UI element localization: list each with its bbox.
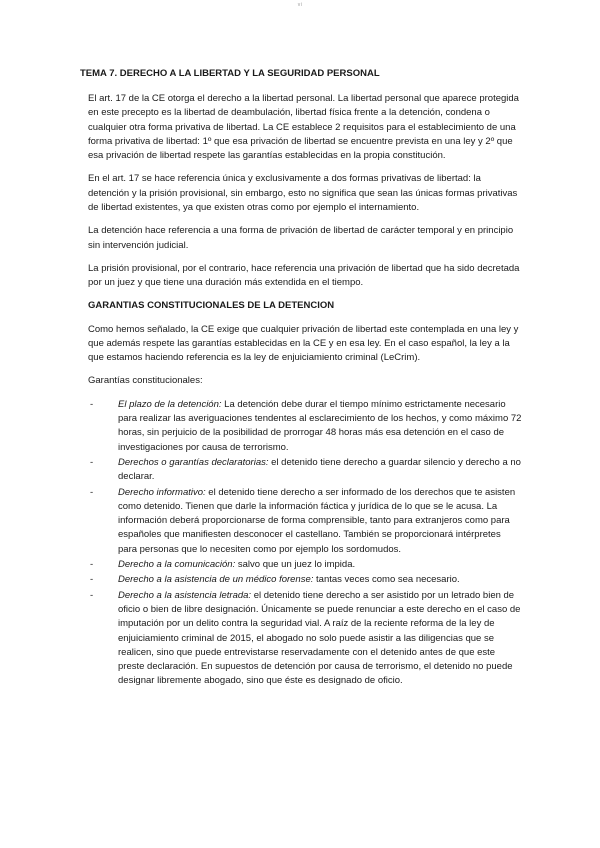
guarantee-text: salvo que un juez lo impida. (235, 559, 356, 571)
guarantee-term: Derecho a la asistencia letrada: (118, 589, 252, 601)
list-item (90, 558, 522, 572)
guarantee-term: Derecho a la comunicación: (118, 559, 236, 571)
intro-paragraph-1: El art. 17 de la CE otorga el derecho a la libertad personal. La libertad personal que aparece protegida en este precepto es la libertad de deambulación, libertad física frente a la detención, condena o cualquier otra forma privativa de libertad. La CE establece 2 requisitos para el establecimiento de una forma privativa de libertad: 1º que esa privación de libertad se encuentre prevista en una ley y 2º que esa privación de libertad respete las garantías establecidas en la propia constitución. (88, 93, 519, 162)
bullet-dash: - (90, 574, 94, 586)
bullet-dash: - (90, 589, 94, 601)
guarantee-term: Derecho informativo: (118, 486, 206, 498)
list-item (90, 589, 522, 689)
bullet-dash: - (90, 398, 94, 410)
section-paragraph-2: Garantías constitucionales: (88, 375, 203, 387)
guarantee-text: el detenido tiene derecho a ser asistido por un letrado bien de oficio o bien de libre designación. Únicamente se puede renunciar a este derecho en el caso de imputación por un delito contra la seguridad vial. A raíz de la reciente reforma de la ley de enjuiciamiento criminal de 2015, el abogado no solo puede asistir a las diligencias que se realicen, sino que puede entrevistarse reservadamente con el detenido antes de que este preste declaración. En supuestos de detención por causa de terrorismo, el detenido no puede designar libremente abogado, sino que éste es designado de oficio. (118, 589, 521, 687)
bullet-dash: - (90, 559, 94, 571)
guarantee-term: El plazo de la detención: (118, 398, 222, 410)
guarantee-text: el detenido tiene derecho a guardar silencio y derecho a no declarar. (118, 456, 521, 483)
intro-paragraph-3: La detención hace referencia a una forma de privación de libertad de carácter temporal y en principio sin intervención judicial. (88, 225, 514, 251)
document-body (80, 68, 522, 690)
intro-paragraph-2: En el art. 17 se hace referencia única y exclusivamente a dos formas privativas de libertad: la detención y la prisión provisional, sin embargo, esto no significa que sean las únicas formas privativas de libertad existentes, ya que existen otras como por ejemplo el internamiento. (88, 173, 518, 214)
list-item (90, 486, 522, 557)
bullet-dash: - (90, 486, 94, 498)
bullet-dash: - (90, 456, 94, 468)
guarantee-term: Derecho a la asistencia de un médico forense: (118, 574, 314, 586)
section-title: GARANTIAS CONSTITUCIONALES DE LA DETENCION (88, 299, 335, 311)
guarantee-text: La detención debe durar el tiempo mínimo estrictamente necesario para realizar las averiguaciones tendentes al esclarecimiento de los hechos, y como máximo 72 horas, sin perjuicio de la posibilidad de prorrogar 48 horas más esa detención en el caso de investigaciones por causa de terrorismo. (118, 398, 522, 453)
intro-paragraph-4: La prisión provisional, por el contrario, hace referencia una privación de libertad que ha sido decretada por un juez y que tiene una duración más extendida en el tiempo. (88, 262, 520, 289)
list-item (90, 398, 522, 455)
list-item (90, 573, 522, 587)
section-paragraph-1: Como hemos señalado, la CE exige que cualquier privación de libertad este contemplada en una ley y que además respete las garantías establecidas en la CE y en esa ley. En el caso español, la ley a la que estamos haciendo referencia es la ley de enjuiciamiento criminal (LeCrim). (88, 323, 519, 364)
document-title: TEMA 7. DERECHO A LA LIBERTAD Y LA SEGURIDAD PERSONAL (80, 68, 380, 79)
guarantees-list (80, 398, 522, 689)
list-item (90, 456, 522, 485)
guarantee-text: tantas veces como sea necesario. (313, 574, 460, 586)
page-mark: vi (297, 2, 303, 8)
guarantee-term: Derechos o garantías declaratorias: (118, 456, 269, 468)
guarantee-text: el detenido tiene derecho a ser informado de los derechos que te asisten como detenido. Tienen que darle la información fáctica y jurídica de lo que se le acusa. La información deberá proporcionarse de forma comprensible, tanto para extranjeros como para españoles que manifiesten desconocer el castellano. También se proporcionará intérpretes para personas que lo necesiten como por ejemplo los sordomudos. (118, 486, 516, 555)
